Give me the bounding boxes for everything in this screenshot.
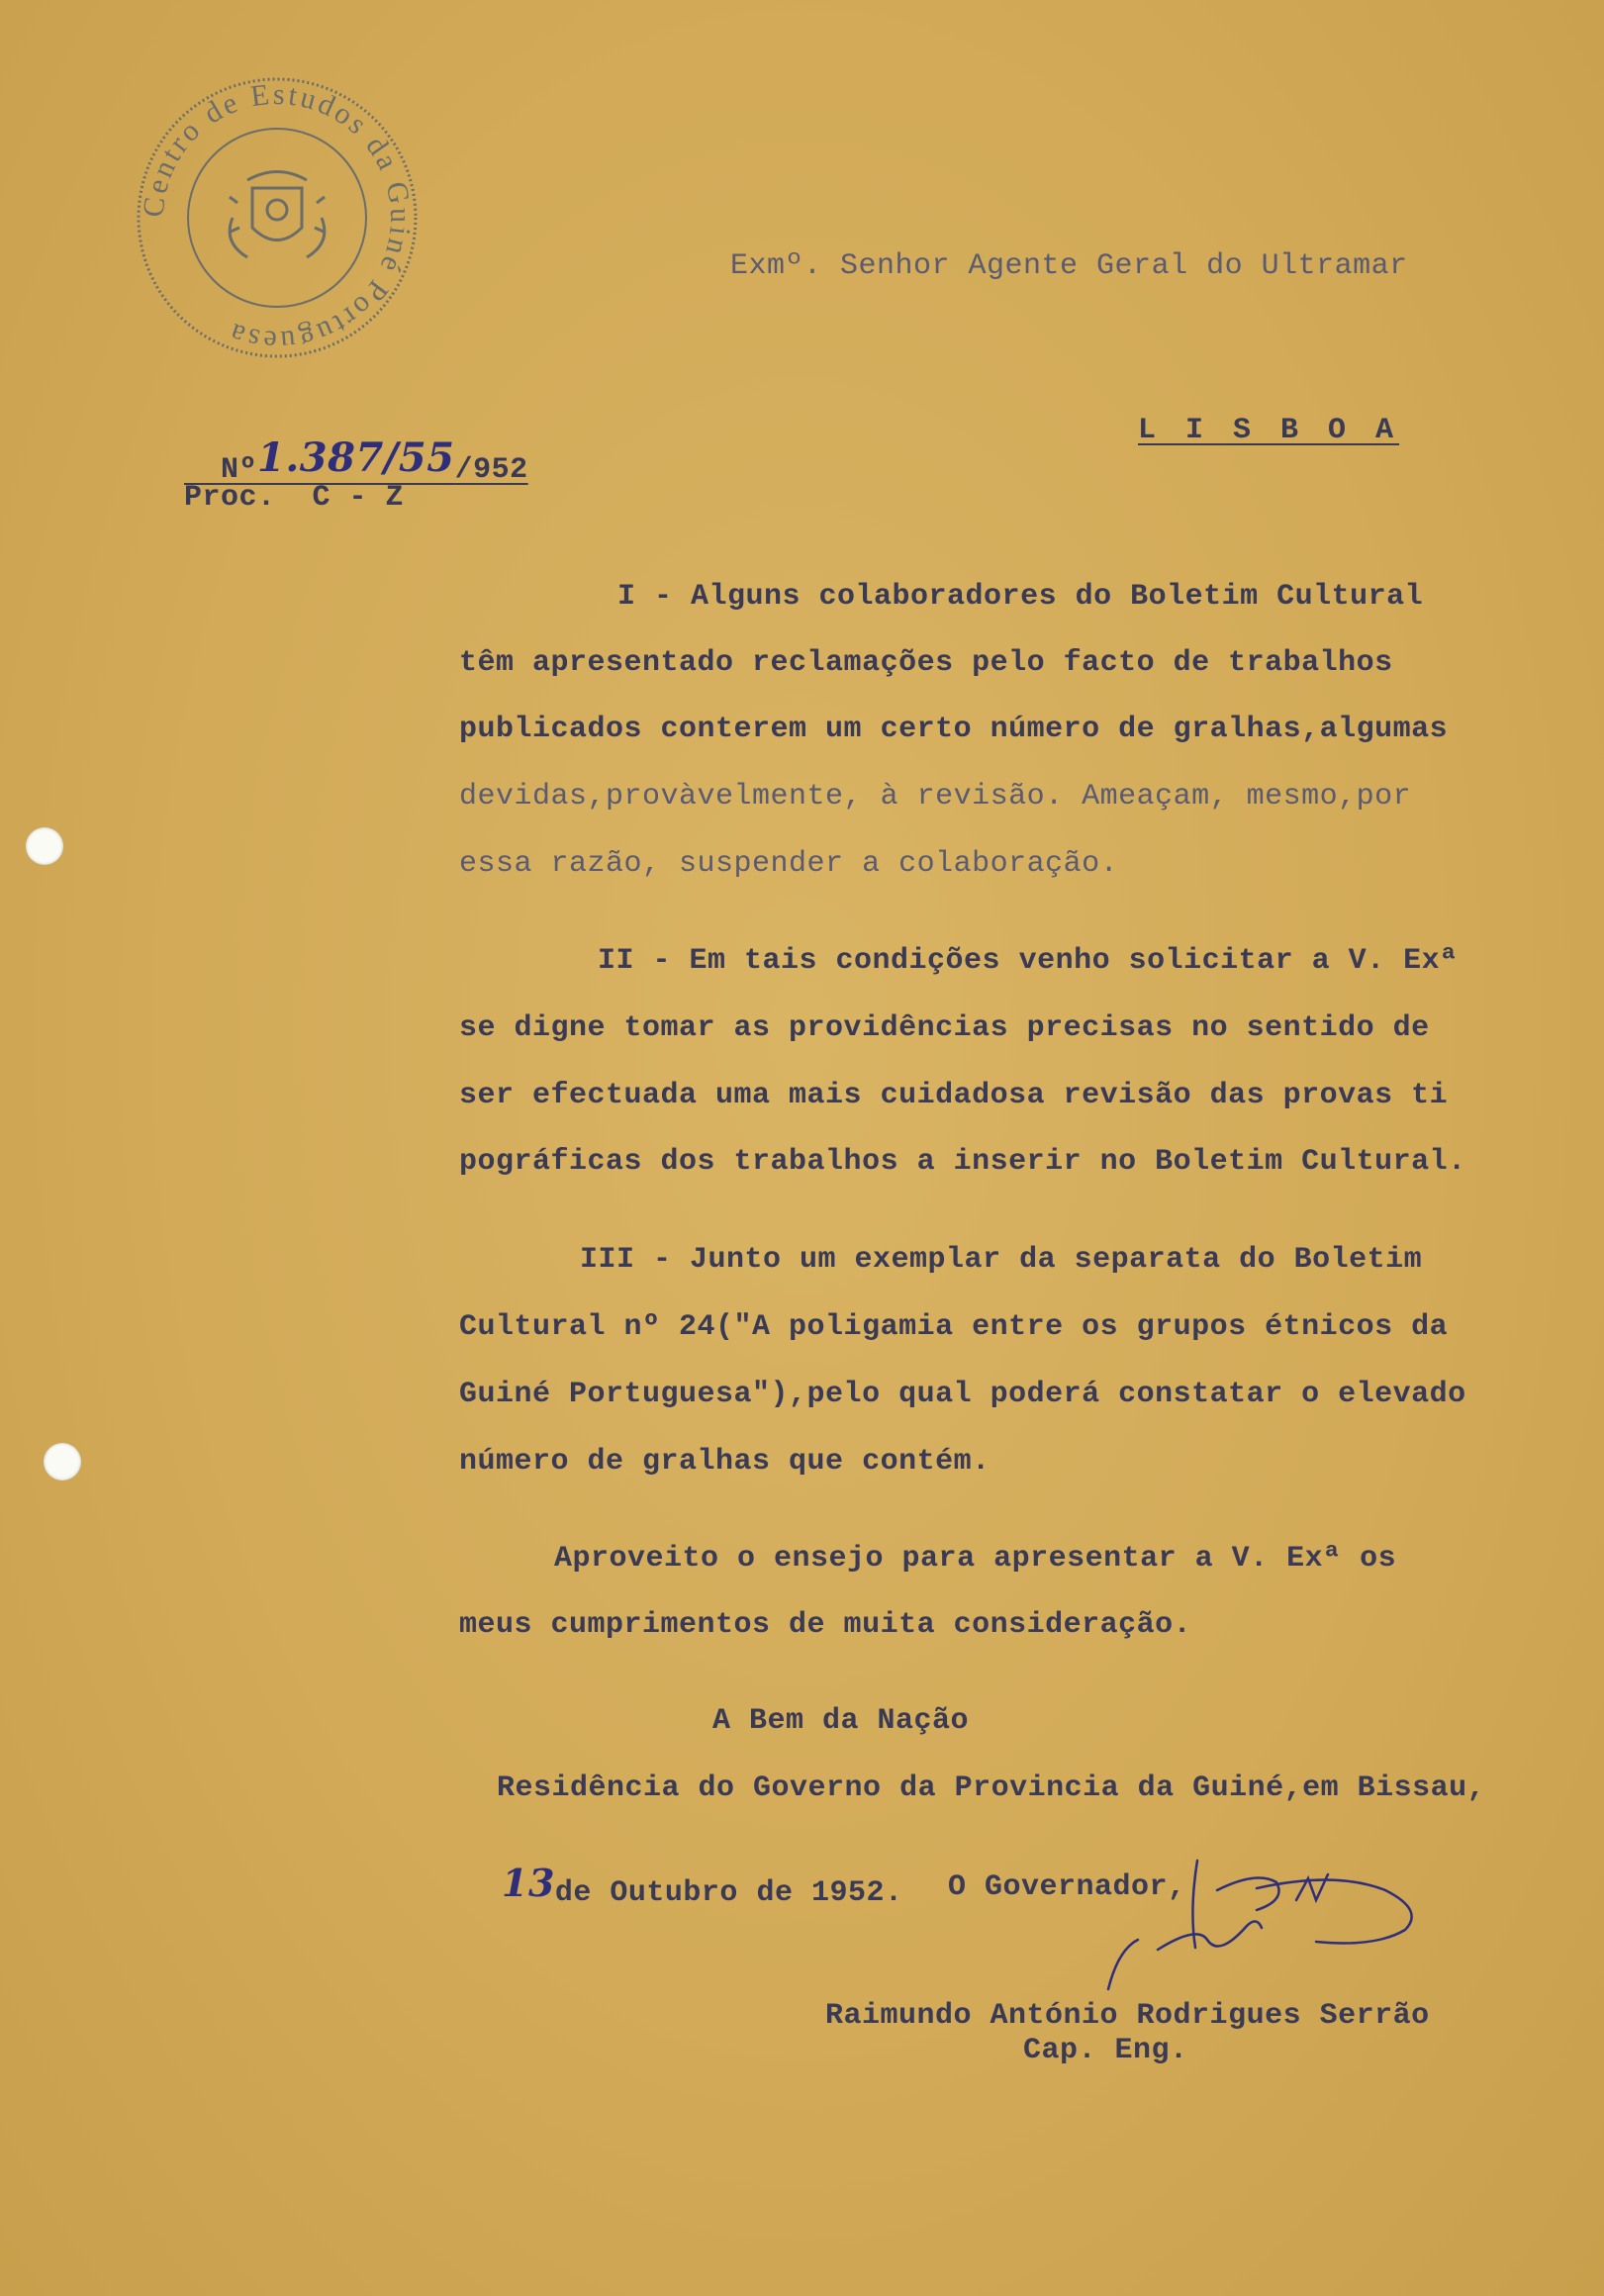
proc-line: Proc. C - Z <box>184 481 405 515</box>
city-heading: L I S B O A <box>1138 414 1400 447</box>
punch-hole-top <box>26 827 63 865</box>
signatory-name: Raimundo António Rodrigues Serrão <box>825 1999 1430 2033</box>
p1-line-1: I - Alguns colaboradores do Boletim Cultural <box>617 580 1424 614</box>
signatory-role: O Governador, <box>948 1870 1186 1904</box>
signatory-rank: Cap. Eng. <box>1023 2034 1188 2067</box>
p2-line-4: pográficas dos trabalhos a inserir no Boletim Cultural. <box>459 1145 1466 1179</box>
date-day-handwritten: 13 <box>502 1861 555 1905</box>
p2-line-3: ser efectuada uma mais cuidadosa revisão das provas ti <box>459 1079 1449 1112</box>
p1-line-2: têm apresentado reclamações pelo facto de trabalhos <box>459 646 1393 680</box>
svg-text:Centro de Estudos da Guiné Por <box>138 78 418 357</box>
p4-line-1: Aproveito o ensejo para apresentar a V. Exª os <box>554 1542 1397 1576</box>
stamp-text: Centro de Estudos da Guiné Portuguesa <box>137 77 418 358</box>
p3-line-1: III - Junto um exemplar da separata do Boletim <box>580 1243 1423 1277</box>
handwritten-signature <box>960 1831 1474 1999</box>
institution-stamp <box>129 69 425 366</box>
reference-suffix: /952 <box>454 453 528 487</box>
closing-place: Residência do Governo da Provincia da Guiné,em Bissau, <box>497 1771 1486 1805</box>
p4-line-2: meus cumprimentos de muita consideração. <box>459 1608 1192 1642</box>
reference-number <box>184 414 528 487</box>
punch-hole-bottom <box>44 1443 81 1481</box>
p3-line-4: número de gralhas que contém. <box>459 1445 991 1479</box>
reference-handwritten: 1.387/55 <box>257 434 455 481</box>
p1-line-4: devidas,provàvelmente, à revisão. Ameaçam, mesmo,por <box>459 780 1412 813</box>
p2-line-1: II - Em tais condições venho solicitar a V. Exª <box>598 944 1459 978</box>
p2-line-2: se digne tomar as providências precisas no sentido de <box>459 1011 1430 1045</box>
p3-line-2: Cultural nº 24("A poligamia entre os grupos étnicos da <box>459 1310 1449 1344</box>
date-rest: de Outubro de 1952. <box>554 1876 903 1910</box>
p1-line-5: essa razão, suspender a colaboração. <box>459 847 1119 881</box>
addressee-line: Exmº. Senhor Agente Geral do Ultramar <box>730 249 1408 283</box>
reference-prefix: Nº <box>221 453 258 487</box>
closing-date <box>465 1837 902 1910</box>
coat-of-arms-icon <box>230 172 325 258</box>
p3-line-3: Guiné Portuguesa"),pelo qual poderá constatar o elevado <box>459 1378 1466 1411</box>
closing-motto: A Bem da Nação <box>712 1704 970 1738</box>
p1-line-3: publicados conterem um certo número de gralhas,algumas <box>459 713 1449 746</box>
